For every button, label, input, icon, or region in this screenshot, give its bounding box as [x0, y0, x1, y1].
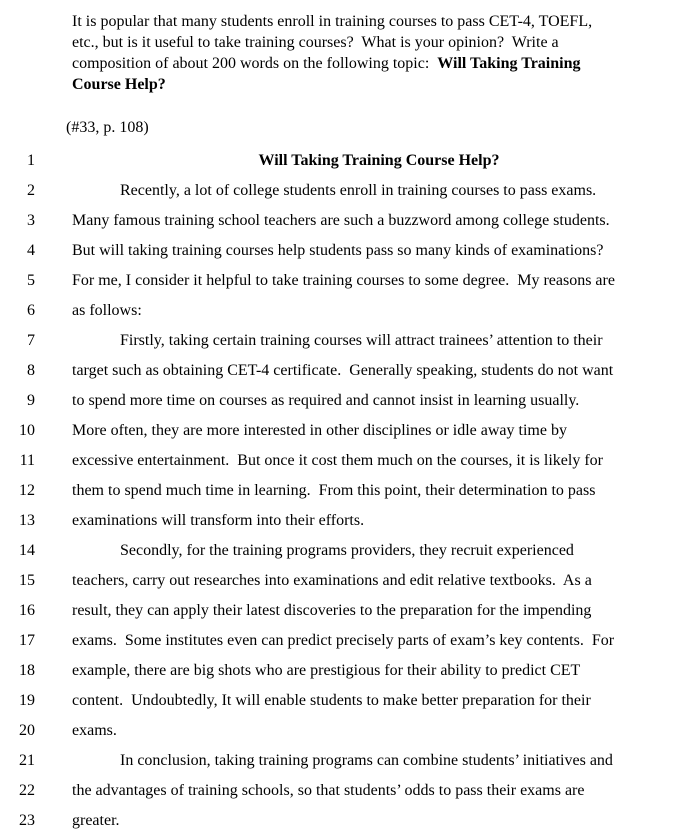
essay-line-row: [0, 326, 693, 356]
line-number: 17: [19, 632, 35, 649]
line-number: 6: [27, 302, 35, 319]
essay-line-text: In conclusion, taking training programs can combine students’ initiatives and: [120, 752, 613, 769]
prompt-text: composition of about 200 words on the following topic:: [72, 55, 438, 72]
prompt-topic-bold-text: Will Taking Training: [437, 55, 581, 72]
line-number: 14: [19, 542, 35, 559]
essay-line-row: [0, 206, 693, 236]
line-number: 22: [19, 782, 35, 799]
line-number: 2: [27, 182, 35, 199]
line-number: 10: [19, 422, 35, 439]
prompt-line: [72, 32, 592, 53]
essay-line-row: [0, 266, 693, 296]
essay-title: Will Taking Training Course Help?: [258, 152, 500, 169]
prompt-paragraph: [72, 11, 592, 95]
line-number: 5: [27, 272, 35, 289]
essay-line-text: exams.: [72, 722, 117, 739]
essay-line-text: exams. Some institutes even can predict precisely parts of exam’s key contents. For: [72, 632, 615, 649]
prompt-line: [72, 53, 592, 74]
essay-line-row: [0, 356, 693, 386]
essay-line-row: [0, 746, 693, 776]
prompt-text: etc., but is it useful to take training courses? What is your opinion? Write a: [72, 34, 559, 51]
line-number: 9: [27, 392, 35, 409]
essay-line-text: as follows:: [72, 302, 142, 319]
essay-line-text: content. Undoubtedly, It will enable students to make better preparation for their: [72, 692, 591, 709]
essay-line-row: [0, 146, 693, 176]
prompt-line: [72, 11, 592, 32]
line-number: 13: [19, 512, 35, 529]
line-number: 8: [27, 362, 35, 379]
essay-line-row: [0, 566, 693, 596]
essay-line-text: More often, they are more interested in other disciplines or idle away time by: [72, 422, 567, 439]
essay-line-row: [0, 176, 693, 206]
essay-line-text: them to spend much time in learning. From this point, their determination to pass: [72, 482, 596, 499]
essay-line-text: the advantages of training schools, so that students’ odds to pass their exams are: [72, 782, 585, 799]
essay-body: [0, 146, 693, 836]
reference-note: (#33, p. 108): [66, 119, 149, 136]
essay-line-text: But will taking training courses help students pass so many kinds of examinations?: [72, 242, 604, 259]
essay-line-row: [0, 386, 693, 416]
line-number: 21: [19, 752, 35, 769]
essay-line-row: [0, 716, 693, 746]
essay-line-text: example, there are big shots who are prestigious for their ability to predict CET: [72, 662, 581, 679]
essay-line-text: excessive entertainment. But once it cost them much on the courses, it is likely for: [72, 452, 603, 469]
essay-line-text: Recently, a lot of college students enroll in training courses to pass exams.: [120, 182, 597, 199]
essay-line-text: result, they can apply their latest discoveries to the preparation for the impending: [72, 602, 592, 619]
essay-line-text: Firstly, taking certain training courses will attract trainees’ attention to their: [120, 332, 603, 349]
line-number: 19: [19, 692, 35, 709]
essay-line-text: to spend more time on courses as required and cannot insist in learning usually.: [72, 392, 580, 409]
line-number: 18: [19, 662, 35, 679]
essay-line-text: examinations will transform into their efforts.: [72, 512, 365, 529]
line-number: 23: [19, 812, 35, 829]
line-number: 11: [19, 452, 35, 469]
line-number: 20: [19, 722, 35, 739]
essay-line-row: [0, 596, 693, 626]
essay-line-row: [0, 296, 693, 326]
essay-line-text: Many famous training school teachers are such a buzzword among college students.: [72, 212, 610, 229]
essay-line-row: [0, 806, 693, 836]
line-number: 7: [27, 332, 35, 349]
essay-line-row: [0, 536, 693, 566]
line-number: 4: [27, 242, 35, 259]
essay-line-row: [0, 686, 693, 716]
essay-line-row: [0, 236, 693, 266]
essay-line-text: greater.: [72, 812, 120, 829]
line-number: 15: [19, 572, 35, 589]
essay-line-row: [0, 776, 693, 806]
essay-line-text: For me, I consider it helpful to take training courses to some degree. My reasons are: [72, 272, 615, 289]
essay-line-row: [0, 506, 693, 536]
essay-line-row: [0, 446, 693, 476]
essay-line-row: [0, 476, 693, 506]
essay-line-row: [0, 416, 693, 446]
essay-line-text: target such as obtaining CET-4 certificate. Generally speaking, students do not want: [72, 362, 614, 379]
line-number: 12: [19, 482, 35, 499]
essay-line-text: teachers, carry out researches into examinations and edit relative textbooks. As a: [72, 572, 592, 589]
prompt-text: It is popular that many students enroll in training courses to pass CET-4, TOEFL,: [72, 13, 593, 30]
essay-line-row: [0, 626, 693, 656]
essay-line-row: [0, 656, 693, 686]
line-number: 16: [19, 602, 35, 619]
prompt-topic-bold-text: Course Help?: [72, 76, 166, 93]
prompt-line: [72, 74, 592, 95]
line-number: 1: [27, 152, 35, 169]
line-number: 3: [27, 212, 35, 229]
essay-line-text: Secondly, for the training programs providers, they recruit experienced: [120, 542, 574, 559]
